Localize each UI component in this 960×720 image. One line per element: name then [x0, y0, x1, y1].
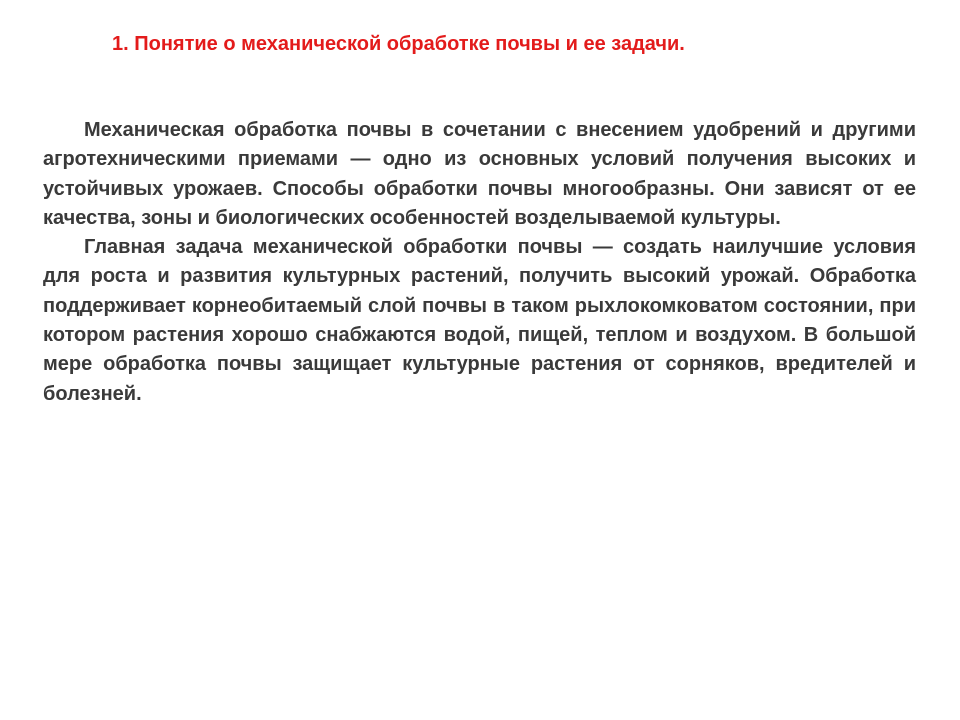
- paragraph-1: Механическая обработка почвы в сочетании с внесением удобрений и другими агротехническими приемами — одно из основных условий получения высоких и устойчивых урожаев. Способы обработки почвы многообразны. Они зависят от ее качества, зоны и биологических особенностей возделываемой культуры.: [43, 119, 916, 229]
- slide-body: [43, 116, 916, 409]
- slide-title: 1. Понятие о механической обработке почвы и ее задачи.: [112, 33, 685, 55]
- paragraph-2: Главная задача механической обработки почвы — создать наилучшие условия для роста и развития культурных растений, получить высокий урожай. Обработка поддерживает корнеобитаемый слой почвы в таком рыхлокомковатом состоянии, при котором растения хорошо снабжаются водой, пищей, теплом и воздухом. В большой мере обработка почвы защищает культурные растения от сорняков, вредителей и болезней.: [43, 236, 916, 405]
